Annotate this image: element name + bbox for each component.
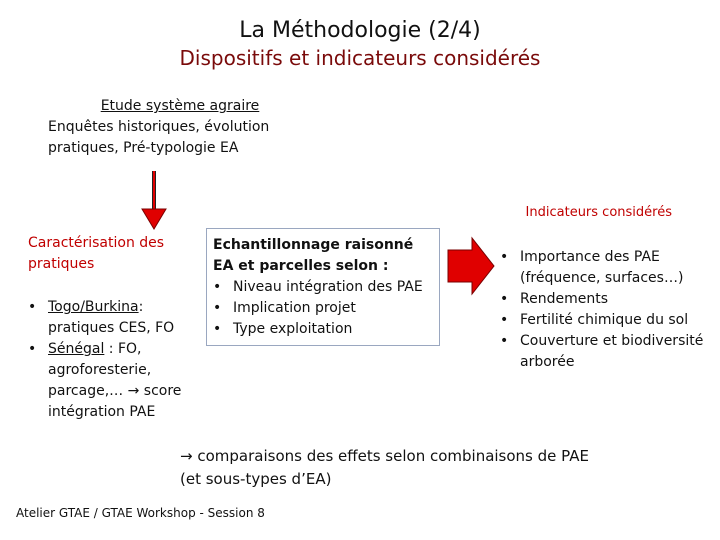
caracterisation-list xyxy=(28,297,203,423)
etude-line3: pratiques, Pré-typologie EA xyxy=(48,140,239,156)
item-text: Niveau intégration des PAE xyxy=(233,279,423,295)
list-item xyxy=(500,289,715,310)
bullet-icon: • xyxy=(28,341,37,357)
item-text: Fertilité chimique du sol xyxy=(520,312,689,328)
list-item xyxy=(500,310,715,331)
item-text: : pratiques CES, FO xyxy=(48,299,175,336)
conclusion-line1 xyxy=(180,445,680,468)
item-text: Importance des PAE (fréquence, surfaces…) xyxy=(520,249,684,286)
indicateurs-list xyxy=(500,247,715,373)
item-text: Implication projet xyxy=(233,300,356,316)
item-text: Type exploitation xyxy=(233,321,353,337)
bullet-icon: • xyxy=(500,333,509,349)
arrow-right-icon: → xyxy=(180,447,193,465)
bullet-icon: • xyxy=(500,249,509,265)
slide-title: La Méthodologie (2/4) xyxy=(239,18,481,43)
footer-text: Atelier GTAE / GTAE Workshop - Session 8 xyxy=(16,506,265,520)
bullet-icon: • xyxy=(213,300,222,316)
item-text: Couverture et biodiversité arborée xyxy=(520,333,704,370)
list-item xyxy=(28,297,203,339)
list-item xyxy=(213,298,433,319)
indicateurs-title: Indicateurs considérés xyxy=(525,205,672,220)
echantillonnage-box xyxy=(206,228,440,346)
list-item xyxy=(213,319,433,340)
etude-systeme-block xyxy=(30,96,330,159)
list-item xyxy=(500,247,715,289)
bullet-icon: • xyxy=(213,279,222,295)
right-arrow-icon xyxy=(446,236,496,296)
conclusion-block xyxy=(180,445,680,491)
list-item xyxy=(500,331,715,373)
country-label: Togo/Burkina xyxy=(48,299,139,315)
etude-line2: Enquêtes historiques, évolution xyxy=(48,119,270,135)
bullet-icon: • xyxy=(500,291,509,307)
list-item xyxy=(28,339,203,423)
echantillonnage-head: Echantillonnage raisonné EA et parcelles selon : xyxy=(213,237,414,274)
list-item xyxy=(213,277,433,298)
etude-line1: Etude système agraire xyxy=(100,98,260,114)
item-text: Rendements xyxy=(520,291,608,307)
slide-subtitle: Dispositifs et indicateurs considérés xyxy=(179,46,541,70)
conclusion-line2: (et sous-types d’EA) xyxy=(180,470,332,488)
bullet-icon: • xyxy=(500,312,509,328)
down-arrow-icon xyxy=(136,165,176,235)
conclusion-text: comparaisons des effets selon combinaisons de PAE xyxy=(197,447,589,465)
bullet-icon: • xyxy=(213,321,222,337)
country-label: Sénégal xyxy=(48,341,105,357)
bullet-icon: • xyxy=(28,299,37,315)
caracterisation-title: Caractérisation des pratiques xyxy=(28,235,165,272)
item-text: : FO, agroforesterie, parcage,… → score intégration PAE xyxy=(48,341,182,420)
echantillonnage-list xyxy=(213,277,433,340)
